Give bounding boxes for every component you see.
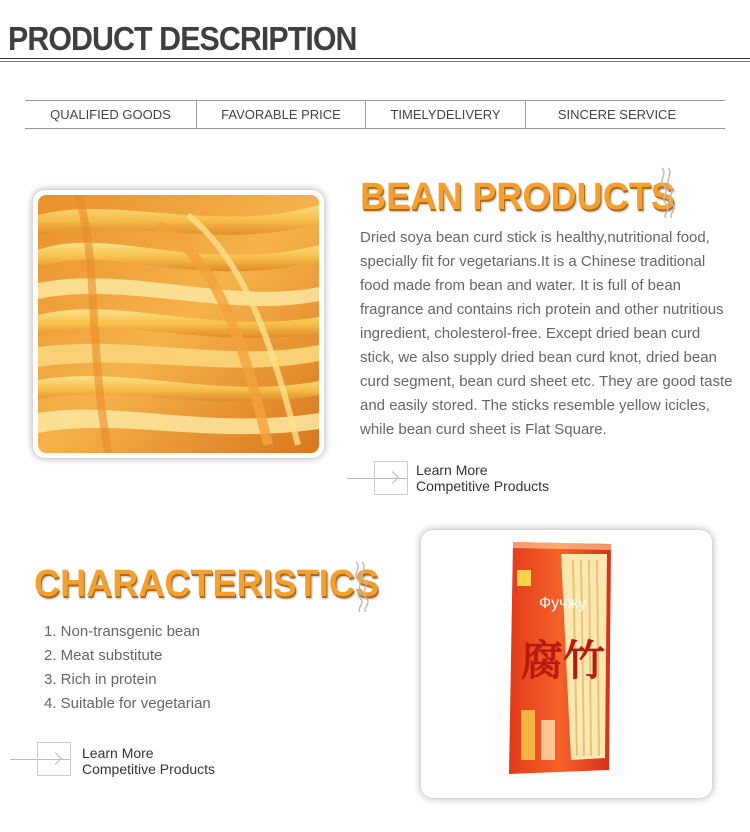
learn-more-link[interactable] [416, 462, 549, 494]
page-title: PRODUCT DESCRIPTION [8, 20, 357, 57]
competitive-products-label: Competitive Products [82, 761, 216, 777]
product-package-card [421, 530, 712, 798]
learn-more-arrow-icon[interactable] [37, 742, 71, 776]
feature-sincere-service: SINCERE SERVICE [557, 107, 677, 122]
feature-timely-delivery: TIMELYDELIVERY [390, 107, 501, 122]
package-latin-text: Фучжу [539, 595, 587, 612]
list-item: 4. Suitable for vegetarian [44, 695, 211, 712]
wave-decoration-icon [658, 166, 678, 218]
bean-curd-sticks-image [38, 195, 319, 453]
feature-favorable-price: FAVORABLE PRICE [221, 107, 341, 122]
learn-more-label: Learn More [82, 745, 154, 761]
bean-products-description: Dried soya bean curd stick is healthy,nutritional food, specially fit for vegetarians.It is a Chinese traditional food made from bean and water. It is full of bean fragrance and contains rich protein and other nutritious ingredient, cholesterol-free. Except dried bean curd stick, we also supply dried bean curd knot, dried bean curd segment, bean curd sheet etc. They are good taste and easily stored. The sticks resemble yellow icicles, while bean curd sheet is Flat Square. [360, 229, 733, 438]
list-item: 3. Rich in protein [44, 671, 157, 688]
bean-curd-photo-card [33, 190, 324, 458]
wave-decoration-icon [352, 560, 372, 612]
competitive-products-label: Competitive Products [416, 478, 550, 494]
list-item: 2. Meat substitute [44, 647, 163, 664]
characteristics-heading: CHARACTERISTICS [34, 563, 379, 605]
title-divider [0, 58, 750, 59]
product-package-image [421, 530, 712, 798]
title-divider-secondary [0, 61, 750, 62]
learn-more-label: Learn More [416, 462, 488, 478]
feature-qualified-goods: QUALIFIED GOODS [50, 107, 171, 122]
learn-more-link[interactable] [82, 745, 215, 777]
characteristics-list [44, 620, 211, 716]
bean-products-heading: BEAN PRODUCTS [360, 176, 675, 218]
learn-more-arrow-icon[interactable] [374, 461, 408, 495]
features-bottom-rule [25, 128, 725, 129]
package-chinese-text: 腐竹 [521, 636, 606, 685]
list-item: 1. Non-transgenic bean [44, 623, 200, 640]
